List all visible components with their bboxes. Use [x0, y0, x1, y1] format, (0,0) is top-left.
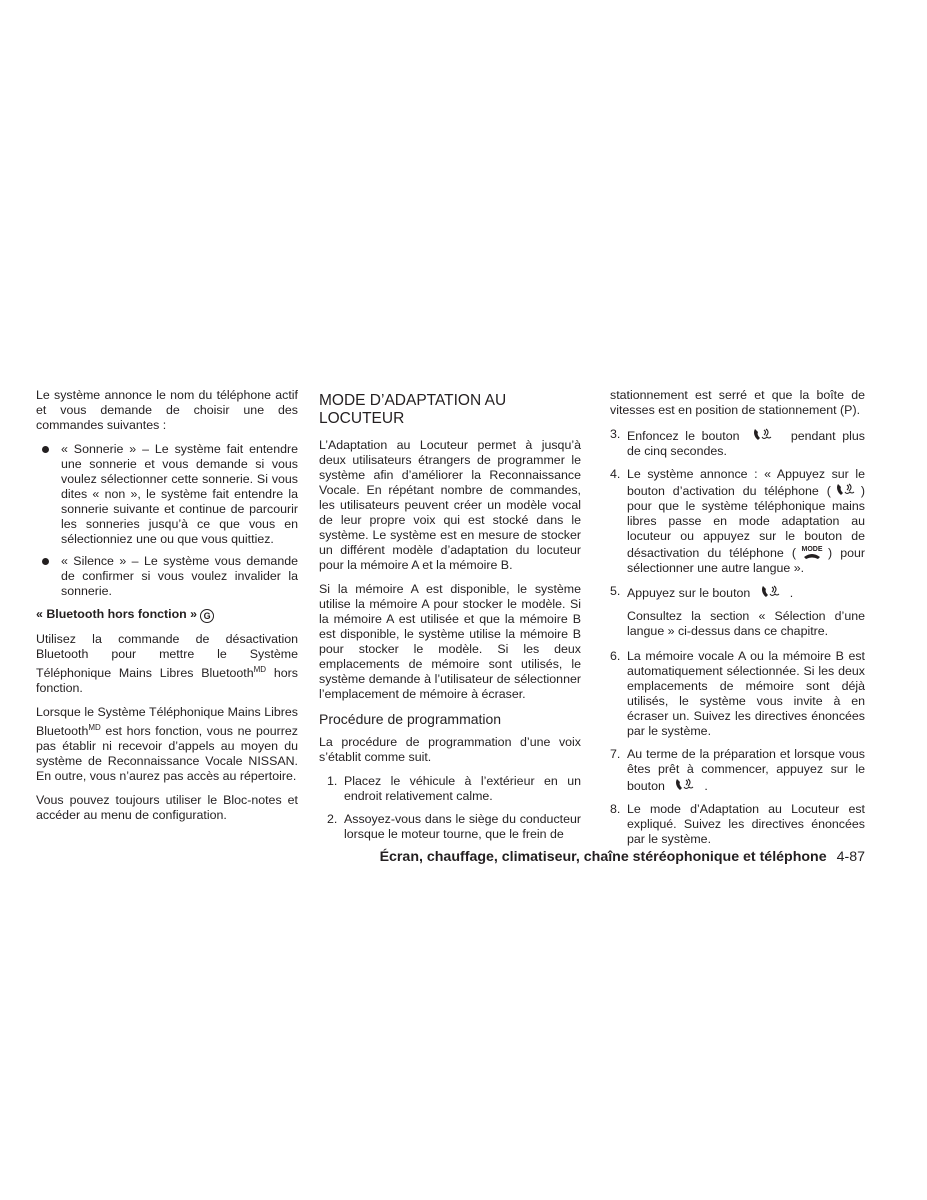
- step-text: .: [789, 586, 794, 600]
- step-item: [610, 467, 865, 576]
- step-list: [610, 427, 865, 601]
- superscript: MD: [253, 665, 267, 674]
- step-item: [610, 584, 865, 601]
- page-footer: [300, 848, 865, 866]
- column-left: [36, 388, 298, 832]
- step-number: 2.: [327, 812, 338, 826]
- step-text: .: [704, 779, 708, 793]
- g-badge-icon: G: [200, 609, 214, 623]
- intro-paragraph: Le système annonce le nom du téléphone actif et vous demande de choisir une des commandes suivantes :: [36, 388, 298, 432]
- text: Utilisez la commande de désactivation Bluetooth pour mettre le Système Téléphonique Mains Libres Bluetooth: [36, 632, 298, 681]
- bluetooth-off-subheading: [36, 607, 298, 623]
- bluetooth-paragraph-1: [36, 632, 298, 696]
- list-item-text: « Sonnerie » – Le système fait entendre une sonnerie et vous demande si vous voulez sélectionner cette sonnerie. Si vous dites « non », le système fait entendre la sonnerie suivante et continue de parcourir les sonneries jusqu’à ce que vous en sélectionniez une ou que vous quittiez.: [61, 442, 298, 546]
- step-item: [610, 802, 865, 847]
- step-text: Au terme de la préparation et lorsque vous êtes prêt à commencer, appuyez sur le bouton: [627, 747, 865, 793]
- step-number: 7.: [610, 747, 621, 761]
- language-note: Consultez la section « Sélection d’une langue » ci-dessus dans ce chapitre.: [627, 609, 865, 638]
- text: Lorsque le Système Téléphonique Mains Libres Bluetooth: [36, 705, 298, 739]
- step-text: Le système annonce : « Appuyez sur le bouton d’activation du téléphone (: [627, 467, 865, 498]
- superscript: MD: [88, 723, 101, 733]
- phone-mode-icon: [799, 544, 825, 560]
- step-text: Enfoncez le bouton: [627, 429, 740, 443]
- continued-text: stationnement est serré et que la boîte de vitesses est en position de stationnement (P).: [610, 388, 865, 417]
- step-text: Assoyez-vous dans le siège du conducteur lorsque le moteur tourne, que le frein de: [344, 812, 581, 841]
- step-text: Appuyez sur le bouton: [627, 586, 751, 600]
- bullet-icon: [42, 558, 49, 565]
- step-number: 5.: [610, 584, 621, 598]
- step-text: ) pour que le système téléphonique mains libres passe en mode adaptation au locuteur ou appuyez sur le bouton de désactivation du téléphone (: [627, 484, 865, 560]
- step-text: Le mode d’Adaptation au Locuteur est expliqué. Suivez les directives énoncées par le système.: [627, 802, 865, 846]
- step-item: [319, 812, 581, 842]
- step-list: [319, 774, 581, 842]
- step-text: Placez le véhicule à l’extérieur en un endroit relativement calme.: [344, 774, 581, 803]
- bluetooth-paragraph-3: Vous pouvez toujours utiliser le Bloc-notes et accéder au menu de configuration.: [36, 793, 298, 823]
- step-text: ) pour sélectionner une autre langue ».: [627, 546, 865, 575]
- chapter-title: Écran, chauffage, climatiseur, chaîne stéréophonique et téléphone: [379, 849, 827, 865]
- step-item: [610, 747, 865, 794]
- step-text: La mémoire vocale A ou la mémoire B est automatiquement sélectionnée. Si les deux emplacements de mémoire sont déjà utilisés, le système vous invite à en écraser un. Suivez les directives énoncées par le système.: [627, 649, 865, 738]
- step-number: 6.: [610, 649, 621, 663]
- step-item: [610, 427, 865, 459]
- subsection-heading: Procédure de programmation: [319, 711, 502, 727]
- step-number: 1.: [327, 774, 338, 788]
- phone-talk-icon: [752, 427, 774, 443]
- step-number: 3.: [610, 427, 621, 441]
- phone-talk-icon: [835, 482, 857, 498]
- column-middle: [319, 388, 581, 850]
- list-item: [36, 442, 298, 547]
- bullet-icon: [42, 446, 49, 453]
- paragraph: L’Adaptation au Locuteur permet à jusqu’à deux utilisateurs étrangers de programmer le système afin d’améliorer la Reconnaissance Vocale. En répétant nombre de commandes, les utilisateurs peuvent créer un modèle vocal de leur propre voix qui est stocké dans le système. Le système est en mesure de stocker un différent modèle d’adaptation du locuteur pour la mémoire A et la mémoire B.: [319, 438, 581, 572]
- list-item-text: « Silence » – Le système vous demande de confirmer si vous voulez invalider la sonnerie.: [61, 554, 298, 598]
- step-number: 4.: [610, 467, 621, 481]
- text: hors fonction.: [36, 666, 298, 696]
- paragraph: La procédure de programmation d’une voix s’établit comme suit.: [319, 735, 581, 764]
- command-list: [36, 442, 298, 599]
- phone-talk-icon: [760, 584, 782, 600]
- page-number: 4-87: [836, 849, 865, 865]
- step-text: pendant plus de cinq secondes.: [627, 429, 865, 458]
- paragraph: Si la mémoire A est disponible, le système utilise la mémoire A pour stocker le modèle. Si la mémoire A est utilisée et que la mémoire B est disponible, le système utilise la mémoire B pour stocker le modèle. Si les deux emplacements de mémoire sont utilisés, le système demande à l’utilisateur de sélectionner l’emplacement de mémoire à écraser.: [319, 582, 581, 701]
- subheading-text: « Bluetooth hors fonction »: [36, 607, 198, 621]
- bluetooth-paragraph-2: [36, 705, 298, 784]
- list-item: [36, 554, 298, 599]
- mode-label: MODE: [801, 546, 823, 553]
- step-list: [610, 649, 865, 847]
- step-item: [610, 649, 865, 739]
- section-heading: MODE D’ADAPTATION AU LOCUTEUR: [319, 392, 507, 427]
- phone-talk-icon: [674, 777, 696, 793]
- step-item: [319, 774, 581, 804]
- step-number: 8.: [610, 802, 621, 816]
- column-right: [610, 388, 865, 855]
- text: est hors fonction, vous ne pourrez pas établir ni recevoir d’appels au moyen du système de Reconnaissance Vocale NISSAN. En outre, vous n’aurez pas accès au répertoire.: [36, 724, 298, 784]
